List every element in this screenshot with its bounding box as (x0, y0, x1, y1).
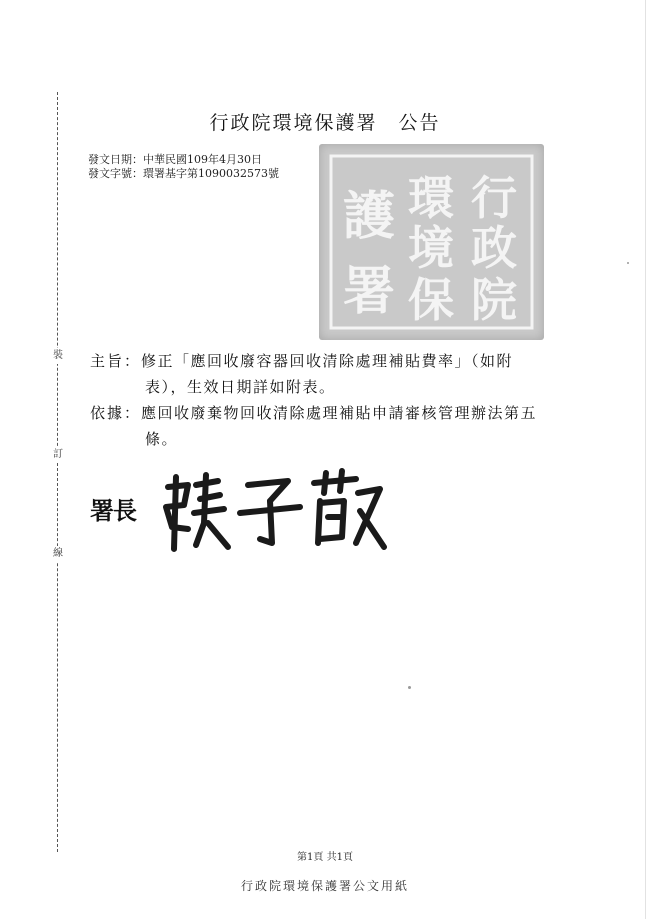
basis-text-line1: 應回收廢棄物回收清除處理補貼申請審核管理辦法第五 (141, 404, 538, 422)
seal-char: 行 (471, 171, 517, 225)
issue-date: 發文日期：中華民國109年4月30日 (88, 153, 262, 166)
scan-speck (408, 686, 411, 689)
basis-paragraph (90, 400, 590, 452)
seal-char: 環 (408, 171, 454, 225)
seal-char: 護 (342, 187, 396, 247)
seal-stamp-graphic (319, 144, 544, 340)
seal-char: 保 (408, 273, 454, 327)
basis-text-line2: 條。 (145, 430, 179, 448)
binding-char-ding: 訂 (50, 447, 66, 463)
signatory-title: 署長 (90, 497, 136, 525)
document-title: 行政院環境保護署 公告 (209, 112, 441, 134)
official-seal (319, 144, 544, 340)
scan-speck (627, 262, 629, 264)
binding-line (57, 92, 58, 852)
seal-char: 署 (342, 262, 396, 322)
document-number: 發文字號：環署基字第1090032573號 (88, 167, 279, 180)
seal-char: 院 (471, 273, 517, 327)
seal-char: 境 (408, 221, 454, 275)
binding-char-xian: 線 (50, 546, 66, 562)
page-number: 第1頁 共1頁 (297, 852, 353, 863)
basis-label: 依據： (90, 404, 142, 422)
page-edge-line (645, 0, 646, 919)
subject-text-line1: 修正「應回收廢容器回收清除處理補貼費率」（如附 (141, 352, 514, 370)
subject-text-line2: 表），生效日期詳如附表。 (145, 378, 336, 396)
seal-char: 政 (471, 221, 517, 275)
handwritten-signature (88, 465, 388, 555)
stationery-footer: 行政院環境保護署公文用紙 (240, 879, 409, 893)
binding-char-zhuang: 裝 (50, 348, 66, 364)
signature-block (88, 465, 388, 555)
subject-paragraph (90, 348, 590, 400)
subject-label: 主旨： (90, 352, 142, 370)
